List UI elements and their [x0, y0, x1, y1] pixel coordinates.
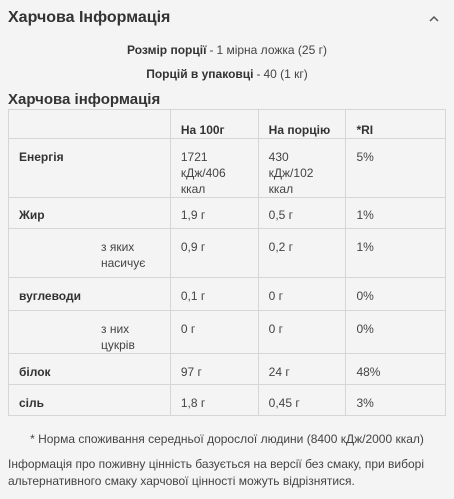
- cell-per100: 0,9 г: [170, 229, 258, 278]
- table-row: [9, 139, 446, 198]
- nutrition-table-title: Харчова інформація: [8, 91, 161, 108]
- row-label: білок: [9, 354, 171, 385]
- cell-per100: 1,9 г: [170, 198, 258, 229]
- cell-per100: 0,1 г: [170, 278, 258, 311]
- cell-ri: 5%: [346, 139, 446, 198]
- cell-ri: 0%: [346, 278, 446, 311]
- accordion-header[interactable]: [0, 0, 454, 36]
- servings-separator: -: [256, 67, 261, 81]
- cell-ri: 1%: [346, 229, 446, 278]
- row-label: Енергія: [9, 139, 171, 198]
- header-cell-per-serving: На порцію: [258, 110, 346, 139]
- cell-per-serving: 0,5 г: [258, 198, 346, 229]
- cell-per-serving: 24 г: [258, 354, 346, 385]
- flavor-disclaimer: Інформація про поживну цінність базується на версії без смаку, при виборі альтернативного смаку харчової цінності можуть відрізнятися.: [8, 457, 424, 488]
- cell-ri: 0%: [346, 311, 446, 354]
- header-cell-label: [9, 110, 171, 139]
- row-sublabel: з яких насичує: [9, 229, 171, 278]
- chevron-up-icon[interactable]: [428, 12, 440, 24]
- cell-per-serving: 430 кДж/102 ккал: [258, 139, 346, 198]
- cell-ri: 48%: [346, 354, 446, 385]
- table-row: [9, 198, 446, 229]
- cell-ri: 1%: [346, 198, 446, 229]
- servings-per-container-line: [0, 67, 454, 81]
- serving-size-label: Розмір порції: [127, 43, 207, 57]
- serving-size-separator: -: [209, 43, 214, 57]
- cell-per-serving: 0,45 г: [258, 385, 346, 416]
- cell-per100: 1721 кДж/406 ккал: [170, 139, 258, 198]
- table-row: [9, 354, 446, 385]
- row-label: вуглеводи: [9, 278, 171, 311]
- chevron-up-icon-svg: [428, 13, 440, 25]
- section-title: Харчова Інформація: [8, 9, 171, 26]
- cell-per100: 0 г: [170, 311, 258, 354]
- row-label: Жир: [9, 198, 171, 229]
- table-row: [9, 278, 446, 311]
- header-cell-per100: На 100г: [170, 110, 258, 139]
- row-label: сіль: [9, 385, 171, 416]
- servings-label: Порцій в упаковці: [146, 67, 254, 81]
- cell-per-serving: 0 г: [258, 311, 346, 354]
- header-cell-ri: *RI: [346, 110, 446, 139]
- row-sublabel: з них цукрів: [9, 311, 171, 354]
- table-row: [9, 311, 446, 354]
- cell-per-serving: 0 г: [258, 278, 346, 311]
- cell-per-serving: 0,2 г: [258, 229, 346, 278]
- serving-size-line: [0, 43, 454, 57]
- nutrition-table: [8, 109, 446, 416]
- table-row: [9, 229, 446, 278]
- table-header-row: [9, 110, 446, 139]
- table-row: [9, 385, 446, 416]
- cell-per100: 1,8 г: [170, 385, 258, 416]
- serving-size-value: 1 мірна ложка (25 г): [216, 43, 327, 57]
- cell-per100: 97 г: [170, 354, 258, 385]
- servings-value: 40 (1 кг): [263, 67, 308, 81]
- ri-footnote: * Норма споживання середньої дорослої людини (8400 кДж/2000 ккал): [30, 432, 424, 446]
- cell-ri: 3%: [346, 385, 446, 416]
